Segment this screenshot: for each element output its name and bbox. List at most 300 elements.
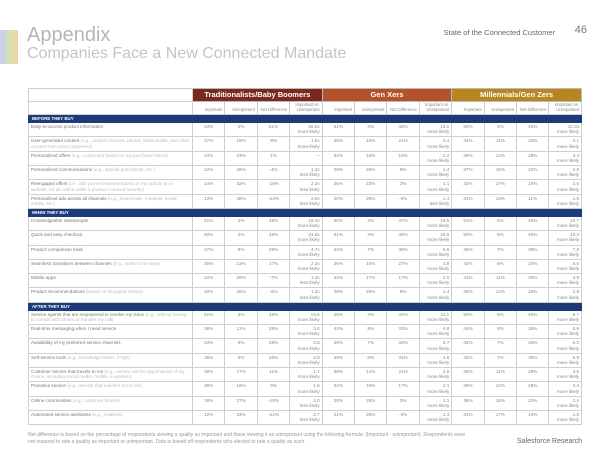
row-label-note: (e.g., chatbots) (92, 411, 123, 417)
ratio-cell (419, 274, 451, 288)
row-label (29, 231, 193, 245)
ratio-value: 1.3x (310, 289, 320, 295)
table-row (29, 165, 582, 179)
section-header (29, 208, 582, 216)
value-cell: 31% (452, 194, 484, 208)
value-cell: 3% (225, 216, 257, 230)
ratio-value: 2.2 (442, 152, 450, 158)
ratio-direction: more likely (427, 294, 450, 300)
table-row (29, 382, 582, 396)
table-row (29, 137, 582, 151)
ratio-value: 6.0 (572, 340, 579, 346)
column-header: Important (322, 102, 354, 115)
ratio-value: 2.3x (310, 260, 320, 266)
value-cell: 31% (452, 410, 484, 424)
ratio-direction: more likely (427, 186, 450, 192)
ratio-value: – (317, 152, 320, 158)
ratio-cell (419, 288, 451, 302)
value-cell: 33% (322, 274, 354, 288)
value-cell: -6% (387, 410, 419, 424)
ratio-value: 6.6 (442, 246, 450, 252)
row-label-note: (e.g., knowledge bases, FAQs) (67, 354, 131, 360)
value-cell: 36% (322, 367, 354, 381)
ratio-value: 1.5x (310, 138, 320, 144)
value-cell: 17% (257, 259, 289, 273)
value-cell: 7% (484, 353, 516, 367)
value-cell: 20% (355, 165, 387, 179)
value-cell: 3% (387, 396, 419, 410)
ratio-direction: more likely (557, 280, 579, 286)
value-cell: 3% (387, 180, 419, 194)
ratio-direction: more likely (297, 359, 320, 365)
value-cell: -6% (257, 288, 289, 302)
value-cell: 20% (193, 288, 225, 302)
ratio-value: 3.8 (442, 260, 450, 266)
row-label (29, 137, 193, 151)
ratio-value: 2.6 (442, 368, 450, 374)
ratio-value: 4.6 (442, 326, 450, 332)
value-cell: 14% (484, 288, 516, 302)
column-header: Unimportant (355, 102, 387, 115)
value-cell: 28% (517, 151, 549, 165)
ratio-value: 3.4 (572, 383, 579, 389)
value-cell: 7% (355, 245, 387, 259)
table-row (29, 339, 582, 353)
ratio-direction: more likely (427, 331, 450, 337)
ratio-value: 3.6 (572, 368, 579, 374)
row-label-text: Automated service assistants (31, 411, 91, 417)
value-cell: 34% (517, 259, 549, 273)
blank-subheader (29, 102, 193, 115)
value-cell: 15% (484, 165, 516, 179)
ratio-cell (419, 382, 451, 396)
group-header-genx: Gen Xers (322, 89, 452, 102)
ratio-direction: more likely (557, 359, 579, 365)
ratio-value: 19.5 (310, 311, 320, 317)
row-label-text: Seamless transitions between channels (31, 260, 112, 266)
ratio-cell (290, 216, 322, 230)
value-cell: 41% (452, 274, 484, 288)
ratio-direction: more likely (427, 374, 450, 380)
group-header-boomers: Traditionalists/Baby Boomers (193, 89, 323, 102)
ratio-cell (290, 382, 322, 396)
ratio-cell (419, 123, 451, 137)
ratio-cell (549, 310, 582, 324)
table-row (29, 259, 582, 273)
row-label-text: Personalized communications (31, 166, 93, 172)
value-cell: 30% (193, 259, 225, 273)
value-cell: 7% (355, 339, 387, 353)
column-header: Net Difference (257, 102, 289, 115)
ratio-direction: more likely (557, 157, 579, 163)
row-label-text: Service agents that are empowered to resolve my issue (31, 311, 145, 317)
generations-table (28, 88, 582, 425)
ratio-value: 3.4 (572, 152, 579, 158)
value-cell: 13% (193, 194, 225, 208)
value-cell: 26% (355, 410, 387, 424)
ratio-direction: more likely (557, 294, 579, 300)
ratio-direction: more likely (557, 374, 579, 380)
ratio-value: 3.8 (313, 340, 320, 346)
row-label-text: Quick and easy checkout (31, 232, 83, 238)
ratio-direction: more likely (557, 345, 579, 351)
value-cell: 22% (193, 165, 225, 179)
value-cell: 12% (484, 382, 516, 396)
ratio-value: 1.1 (442, 397, 450, 403)
ratio-value: 26.5x (308, 124, 320, 130)
value-cell: 32% (322, 382, 354, 396)
ratio-direction: more likely (427, 388, 450, 394)
ratio-direction: more likely (427, 237, 450, 243)
value-cell: 25% (257, 339, 289, 353)
ratio-direction: more likely (557, 331, 579, 337)
value-cell: 44% (452, 325, 484, 339)
value-cell: 17% (484, 410, 516, 424)
row-label (29, 339, 193, 353)
value-cell: 14% (355, 367, 387, 381)
ratio-direction: more likely (557, 251, 579, 257)
section-header (29, 302, 582, 310)
ratio-cell (290, 288, 322, 302)
ratio-direction: more likely (297, 223, 320, 229)
ratio-direction: less likely (299, 402, 320, 408)
ratio-direction: more likely (297, 129, 320, 135)
row-label (29, 410, 193, 424)
table-row (29, 325, 582, 339)
value-cell: 11% (484, 137, 516, 151)
ratio-cell (549, 165, 582, 179)
value-cell: 44% (452, 137, 484, 151)
ratio-cell (419, 194, 451, 208)
value-cell: 2% (225, 123, 257, 137)
row-label-note: (e.g., product reviews, photos, testimonials, and other content from other customers) (31, 138, 190, 149)
value-cell: 43% (322, 245, 354, 259)
value-cell: 7% (484, 339, 516, 353)
value-cell: 39% (452, 382, 484, 396)
table-row (29, 396, 582, 410)
ratio-direction: more likely (427, 402, 450, 408)
row-label-text: Easy-to-access product information (31, 124, 103, 130)
ratio-direction: more likely (427, 345, 450, 351)
ratio-cell (419, 231, 451, 245)
value-cell: 2% (225, 231, 257, 245)
ratio-cell (419, 339, 451, 353)
ratio-cell (549, 367, 582, 381)
column-header: Net Difference (387, 102, 419, 115)
row-label (29, 396, 193, 410)
ratio-direction: less likely (299, 417, 320, 423)
value-cell: 28% (517, 382, 549, 396)
value-cell: 8% (484, 259, 516, 273)
table-row (29, 123, 582, 137)
ratio-value: 2.1 (442, 383, 450, 389)
column-header: Unimportant (225, 102, 257, 115)
row-label-text: Self-service tools (31, 354, 66, 360)
value-cell: 14% (517, 410, 549, 424)
ratio-cell (419, 151, 451, 165)
ratio-value: 19.5 (440, 217, 450, 223)
row-label (29, 288, 193, 302)
ratio-direction: more likely (427, 172, 450, 178)
value-cell: 3% (355, 231, 387, 245)
ratio-value: 18.1 (440, 124, 450, 130)
value-cell: 33% (387, 339, 419, 353)
value-cell: 32% (225, 180, 257, 194)
row-label-text: Personalized offers (31, 152, 71, 158)
value-cell: 51% (193, 310, 225, 324)
row-label-text: Reengaged offers (31, 181, 68, 187)
value-cell: -18% (257, 396, 289, 410)
row-label (29, 382, 193, 396)
value-cell: 36% (322, 137, 354, 151)
ratio-cell (549, 137, 582, 151)
ratio-value: 1.6 (572, 195, 579, 201)
ratio-cell (549, 396, 582, 410)
value-cell: 28% (322, 165, 354, 179)
column-header: Important vs. Unimportant (290, 102, 322, 115)
value-cell: 33% (225, 410, 257, 424)
ratio-value: 1.3x (310, 275, 320, 281)
value-cell: 17% (387, 382, 419, 396)
row-label-note: (based on shopping history) (85, 289, 143, 295)
ratio-value: 1.4 (442, 289, 450, 295)
value-cell: 3% (355, 216, 387, 230)
row-label-text: Proactive service (31, 383, 66, 389)
row-label-text: Availability of my preferred service channels (31, 340, 121, 346)
row-label-text: User-generated content (31, 138, 80, 144)
value-cell: 11% (517, 194, 549, 208)
value-cell: 25% (517, 288, 549, 302)
value-cell: 9% (355, 325, 387, 339)
ratio-cell (290, 165, 322, 179)
value-cell: 28% (322, 288, 354, 302)
ratio-direction: less likely (429, 200, 450, 206)
value-cell: -24% (257, 194, 289, 208)
ratio-value: 1.3 (442, 411, 450, 417)
ratio-cell (290, 367, 322, 381)
ratio-cell (549, 194, 582, 208)
ratio-value: 1.5 (313, 383, 320, 389)
table-row (29, 151, 582, 165)
value-cell: 17% (387, 274, 419, 288)
ratio-direction: more likely (557, 223, 579, 229)
value-cell: 48% (322, 310, 354, 324)
value-cell: 30% (517, 274, 549, 288)
ratio-cell (419, 245, 451, 259)
ratio-value: 5.8 (572, 354, 579, 360)
accent-bars (0, 30, 18, 64)
ratio-cell (290, 339, 322, 353)
ratio-cell (419, 165, 451, 179)
value-cell: 29% (257, 245, 289, 259)
ratio-direction: more likely (427, 359, 450, 365)
value-cell: 16% (484, 396, 516, 410)
section-title: WHEN THEY BUY (29, 208, 582, 216)
value-cell: 53% (193, 123, 225, 137)
value-cell: 26% (355, 396, 387, 410)
value-cell: 9% (225, 353, 257, 367)
row-label (29, 216, 193, 230)
ratio-value: 2.3x (310, 181, 320, 187)
ratio-value: 1.4 (442, 166, 450, 172)
section-title: BEFORE THEY BUY (29, 115, 582, 123)
ratio-direction: more likely (557, 186, 579, 192)
ratio-value: 2.7 (313, 411, 320, 417)
value-cell: -18% (257, 180, 289, 194)
value-cell: 15% (355, 151, 387, 165)
ratio-cell (549, 382, 582, 396)
ratio-direction: more likely (557, 317, 579, 323)
ratio-value: 7.0 (572, 246, 579, 252)
value-cell: 45% (452, 245, 484, 259)
table-row (29, 353, 582, 367)
ratio-cell (419, 353, 451, 367)
table-row (29, 310, 582, 324)
value-cell: 7% (484, 245, 516, 259)
value-cell: 45% (517, 310, 549, 324)
ratio-direction: less likely (299, 172, 320, 178)
value-cell: 44% (387, 310, 419, 324)
ratio-cell (290, 259, 322, 273)
ratio-value: 2.4 (442, 138, 450, 144)
value-cell: 45% (517, 231, 549, 245)
page-subtitle: Companies Face a New Connected Mandate (27, 45, 347, 62)
value-cell: 24% (193, 151, 225, 165)
value-cell: 18% (225, 382, 257, 396)
ratio-direction: less likely (299, 280, 320, 286)
value-cell: 51% (193, 216, 225, 230)
ratio-cell (290, 231, 322, 245)
value-cell: 25% (322, 180, 354, 194)
row-label-note: (e.g., service that reaches out to me) (67, 383, 143, 389)
ratio-direction: more likely (427, 143, 450, 149)
ratio-direction: more likely (297, 388, 320, 394)
value-cell: 29% (355, 194, 387, 208)
value-cell: 22% (517, 165, 549, 179)
value-cell: 23% (225, 151, 257, 165)
row-label-note: (e.g., service via the app/channel of my choice, including social media, mobile, in-person) (31, 368, 185, 380)
value-cell: 34% (193, 339, 225, 353)
value-cell: 46% (517, 216, 549, 230)
value-cell: 51% (322, 231, 354, 245)
value-cell: 48% (257, 231, 289, 245)
ratio-cell (419, 137, 451, 151)
value-cell: 3% (355, 123, 387, 137)
ratio-value: 4.1 (572, 138, 579, 144)
row-label (29, 194, 193, 208)
ratio-direction: less likely (299, 200, 320, 206)
ratio-value: 11.1 (440, 311, 450, 317)
value-cell: 21% (387, 367, 419, 381)
ratio-cell (419, 259, 451, 273)
ratio-cell (290, 151, 322, 165)
ratio-direction: more likely (297, 331, 320, 337)
value-cell: 50% (322, 216, 354, 230)
ratio-value: 10.7 (570, 217, 579, 223)
value-cell: 16% (517, 180, 549, 194)
section-title: AFTER THEY BUY (29, 302, 582, 310)
ratio-cell (549, 180, 582, 194)
value-cell: 9% (257, 382, 289, 396)
value-cell: 14% (193, 180, 225, 194)
ratio-direction: more likely (297, 143, 320, 149)
ratio-cell (419, 396, 451, 410)
ratio-direction: more likely (427, 223, 450, 229)
value-cell: 48% (257, 216, 289, 230)
value-cell: 43% (452, 339, 484, 353)
table-row (29, 367, 582, 381)
value-cell: 26% (225, 288, 257, 302)
value-cell: 18% (225, 137, 257, 151)
ratio-cell (549, 245, 582, 259)
ratio-direction: more likely (297, 374, 320, 380)
row-label-text: Knowledgeable salespeople (31, 217, 89, 223)
value-cell: 22% (517, 396, 549, 410)
row-label (29, 353, 193, 367)
value-cell: -9% (387, 194, 419, 208)
value-cell: -7% (257, 274, 289, 288)
ratio-cell (419, 410, 451, 424)
row-label-note: (e.g., a discount based on my purchase history) (71, 152, 169, 158)
value-cell: 13% (225, 259, 257, 273)
row-label-text: Personalized ads across all channels (31, 195, 107, 201)
ratio-value: 5.0 (572, 260, 579, 266)
ratio-cell (290, 137, 322, 151)
value-cell: 33% (387, 325, 419, 339)
value-cell: 40% (452, 367, 484, 381)
value-cell: 39% (517, 245, 549, 259)
ratio-value: 19.4x (308, 217, 320, 223)
value-cell: 17% (355, 274, 387, 288)
ratio-direction: more likely (557, 266, 579, 272)
ratio-direction: less likely (299, 186, 320, 192)
ratio-value: 4.7x (310, 246, 320, 252)
ratio-cell (549, 410, 582, 424)
value-cell: 26% (257, 353, 289, 367)
table-row (29, 288, 582, 302)
ratio-cell (549, 151, 582, 165)
value-cell: 37% (452, 165, 484, 179)
row-label-note: (e.g., online to in-store) (112, 260, 161, 266)
ratio-cell (549, 288, 582, 302)
row-label-text: Product recommendations (31, 289, 85, 295)
column-header: Important (452, 102, 484, 115)
row-label (29, 274, 193, 288)
ratio-value: 1.8 (572, 411, 579, 417)
value-cell: 19% (484, 194, 516, 208)
ratio-cell (290, 274, 322, 288)
value-cell: 38% (452, 396, 484, 410)
value-cell: 39% (322, 339, 354, 353)
ratio-value: 1.1 (442, 181, 450, 187)
row-label (29, 367, 193, 381)
ratio-cell (419, 367, 451, 381)
row-label-text: Customer service that travels to me (31, 368, 104, 374)
value-cell: 29% (193, 367, 225, 381)
ratio-cell (419, 216, 451, 230)
row-label-note: (e.g., shared ads, hotspots, social media, etc.) (31, 195, 177, 206)
ratio-value: 10.3x (567, 124, 579, 130)
row-label (29, 259, 193, 273)
row-label-text: Product comparison tools (31, 246, 83, 252)
column-header: Important (193, 102, 225, 115)
value-cell: 43% (452, 259, 484, 273)
value-cell: 36% (322, 259, 354, 273)
value-cell: 5% (484, 231, 516, 245)
column-header: Unimportant (484, 102, 516, 115)
table-row (29, 231, 582, 245)
value-cell: 39% (452, 151, 484, 165)
